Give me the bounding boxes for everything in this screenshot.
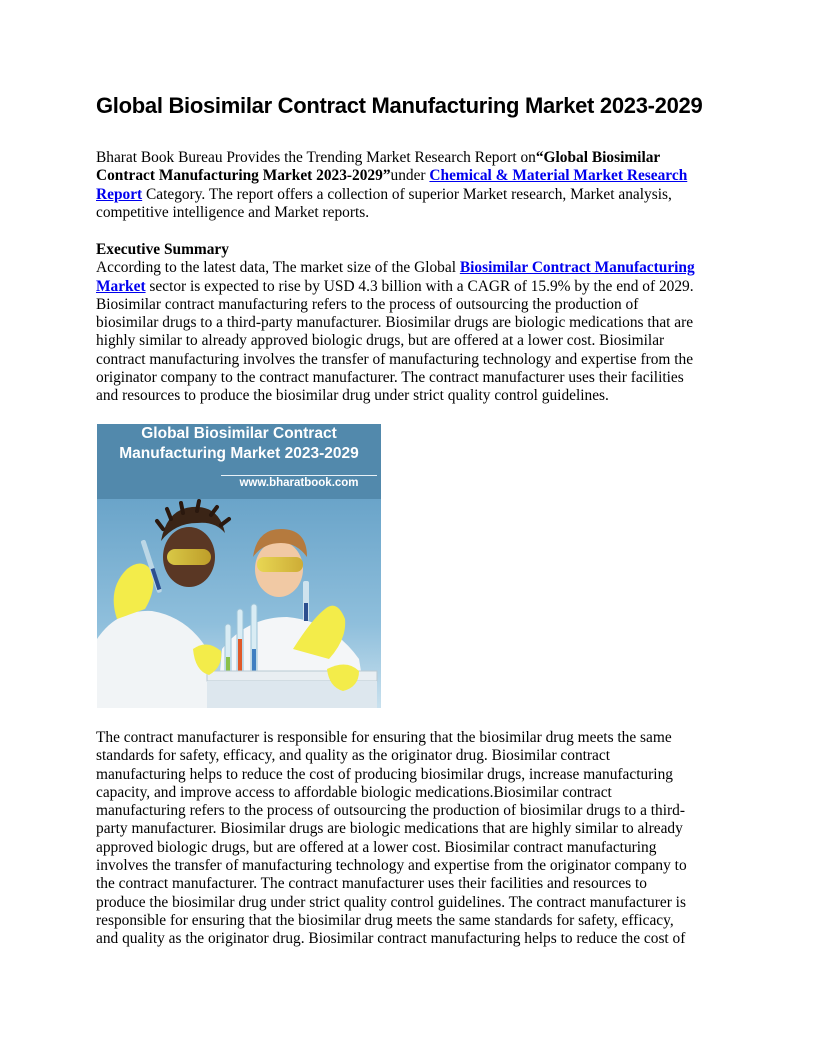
market-link[interactable]: Biosimilar Contract Manufacturing — [459, 259, 695, 277]
cover-title-line-2: Manufacturing Market 2023-2029 — [119, 445, 359, 462]
intro-paragraph — [96, 149, 722, 222]
summary-line: originator company to the contract manufacturer. The contract manufacturer uses their facilities — [96, 369, 684, 387]
intro-line: Bharat Book Bureau Provides the Trending Market Research Report on“Global Biosimilar — [96, 149, 661, 166]
report-cover-image — [97, 424, 381, 708]
section-heading: Executive Summary — [96, 241, 229, 258]
summary-line: highly similar to already approved biologic drugs, but are offered at a lower cost. Biosimilar — [96, 332, 665, 350]
body-paragraph — [96, 729, 722, 949]
body-line: manufacturing refers to the process of outsourcing the production of biosimilar drugs to a third- — [96, 802, 685, 820]
body-line: party manufacturer. Biosimilar drugs are biologic medications that are highly similar to already — [96, 820, 683, 838]
market-link-continued[interactable]: Market — [96, 277, 146, 295]
body-line: manufacturing helps to reduce the cost of producing biosimilar drugs, increase manufacturing — [96, 765, 673, 783]
cover-banner — [97, 424, 381, 499]
category-link-continued[interactable]: Report — [96, 185, 143, 203]
summary-line: contract manufacturing involves the transfer of manufacturing technology and expertise from the — [96, 350, 694, 368]
page-title: Global Biosimilar Contract Manufacturing Market 2023-2029 — [96, 93, 703, 118]
lab-scientists-photo — [97, 499, 381, 708]
body-line: responsible for ensuring that the biosimilar drug meets the same standards for safety, efficacy, — [96, 911, 674, 929]
body-line: involves the transfer of manufacturing technology and expertise from the originator company to — [96, 857, 687, 875]
summary-line: and resources to produce the biosimilar drug under strict quality control guidelines. — [96, 387, 609, 405]
body-line: the contract manufacturer. The contract manufacturer uses their facilities and resources to — [96, 875, 647, 893]
body-line: approved biologic drugs, but are offered at a lower cost. Biosimilar contract manufacturing — [96, 838, 657, 856]
category-link[interactable]: Chemical & Material Market Research — [429, 167, 688, 185]
intro-line: competitive intelligence and Market reports. — [96, 203, 370, 221]
summary-line: Market sector is expected to rise by USD 4.3 billion with a CAGR of 15.9% by the end of 2029. — [96, 277, 694, 295]
executive-summary — [96, 241, 722, 406]
body-line: standards for safety, efficacy, and quality as the originator drug. Biosimilar contract — [96, 747, 610, 765]
summary-line: Biosimilar contract manufacturing refers to the process of outsourcing the production of — [96, 295, 639, 313]
cover-url: www.bharatbook.com — [239, 477, 359, 489]
body-line: capacity, and improve access to affordable biologic medications.Biosimilar contract — [96, 783, 612, 801]
summary-line: According to the latest data, The market size of the Global Biosimilar Contract Manufacturing — [96, 259, 695, 277]
cover-divider — [221, 475, 377, 476]
body-line: produce the biosimilar drug under strict quality control guidelines. The contract manufacturer is — [96, 893, 686, 911]
summary-line: biosimilar drugs to a third-party manufacturer. Biosimilar drugs are biologic medications that are — [96, 314, 694, 332]
cover-title-line-1: Global Biosimilar Contract — [141, 425, 337, 442]
body-line: The contract manufacturer is responsible for ensuring that the biosimilar drug meets the same — [96, 729, 672, 746]
body-line: and quality as the originator drug. Biosimilar contract manufacturing helps to reduce the cost of — [96, 930, 686, 948]
intro-line: Contract Manufacturing Market 2023-2029”under Chemical & Material Market Research — [96, 167, 688, 185]
intro-line: Report Category. The report offers a collection of superior Market research, Market analysis, — [96, 185, 672, 203]
